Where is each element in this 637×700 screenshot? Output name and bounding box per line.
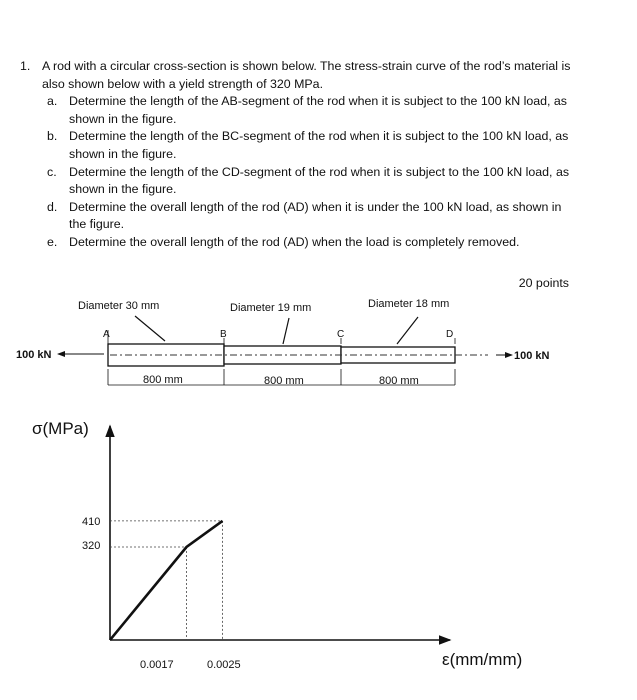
diameter-label-ab: Diameter 30 mm bbox=[78, 300, 160, 312]
x-tick-0.0025: 0.0025 bbox=[207, 659, 241, 671]
length-label-bc: 800 mm bbox=[264, 375, 304, 387]
point-c-label: C bbox=[337, 329, 345, 340]
y-tick-320: 320 bbox=[82, 540, 101, 552]
leader-line-ab bbox=[135, 316, 165, 341]
y-axis-label: σ(MPa) bbox=[32, 419, 89, 438]
length-label-cd: 800 mm bbox=[379, 375, 419, 387]
leader-line-bc bbox=[283, 318, 289, 344]
stress-strain-curve bbox=[110, 521, 223, 640]
part-label: c. bbox=[47, 164, 57, 179]
diameter-label-bc: Diameter 19 mm bbox=[230, 302, 312, 314]
point-b-label: B bbox=[220, 329, 227, 340]
x-tick-0.0017: 0.0017 bbox=[140, 659, 174, 671]
question-number: 1. bbox=[20, 59, 31, 73]
part-text: Determine the overall length of the rod (AD) when the load is completely removed. bbox=[69, 234, 520, 249]
point-d-label: D bbox=[446, 329, 454, 340]
length-label-ab: 800 mm bbox=[143, 374, 183, 386]
part-label: e. bbox=[47, 234, 58, 249]
left-load-label: 100 kN bbox=[16, 349, 52, 361]
part-text: Determine the length of the BC-segment of the rod when it is subject to the 100 kN load, as shown in the figure. bbox=[69, 129, 569, 161]
leader-line-cd bbox=[397, 317, 418, 344]
y-tick-410: 410 bbox=[82, 516, 101, 528]
rod-figure bbox=[16, 298, 550, 387]
x-axis-label: ε(mm/mm) bbox=[442, 650, 523, 669]
part-text: Determine the overall length of the rod (AD) when it is under the 100 kN load, as shown in the figure. bbox=[69, 199, 562, 232]
diameter-label-cd: Diameter 18 mm bbox=[368, 298, 450, 310]
part-label: b. bbox=[47, 129, 58, 144]
chart-guides bbox=[110, 521, 223, 640]
part-label: a. bbox=[47, 94, 58, 109]
point-a-label: A bbox=[103, 329, 110, 340]
right-load-label: 100 kN bbox=[514, 350, 550, 362]
stress-strain-chart bbox=[32, 419, 522, 671]
part-label: d. bbox=[47, 199, 58, 214]
part-text: Determine the length of the CD-segment of the rod when it is subject to the 100 kN load, as shown in the figure. bbox=[69, 164, 570, 197]
question-intro: A rod with a circular cross-section is shown below. The stress-strain curve of the rod’s material is also shown below with a yield strength of 320 MPa. bbox=[42, 59, 571, 91]
part-text: Determine the length of the AB-segment of the rod when it is subject to the 100 kN load, as shown in the figure. bbox=[69, 94, 567, 126]
points-label: 20 points bbox=[518, 276, 569, 290]
